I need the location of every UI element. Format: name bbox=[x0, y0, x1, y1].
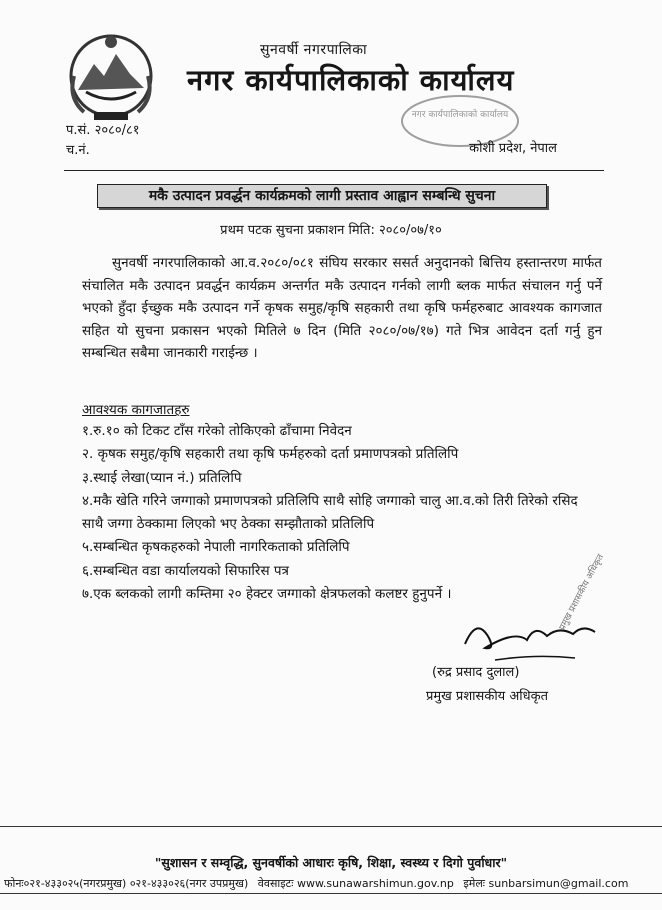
list-item: २. कृषक समुह/कृषि सहकारी तथा कृषि फर्महरुको दर्ता प्रमाणपत्रको प्रतिलिपि bbox=[82, 446, 459, 463]
footer-phone: फोनः०२१-४३३०२५(नगरप्रमुख) ०२१-४३३०२६(नगर उपप्रमुख) bbox=[4, 877, 249, 890]
signatory-title: प्रमुख प्रशासकीय अधिकृत bbox=[426, 689, 549, 704]
notice-body bbox=[82, 252, 602, 365]
list-item: १.रु.१० को टिकट टाँस गरेको तोकिएको ढाँचामा निवेदन bbox=[82, 423, 352, 439]
footer-contact bbox=[4, 876, 660, 891]
office-title: नगर कार्यपालिकाको कार्यालय bbox=[187, 63, 515, 97]
list-item: ३.स्थाई लेखा(प्यान नं.) प्रतिलिपि bbox=[82, 469, 242, 486]
municipality-name: सुनवर्षी नगरपालिका bbox=[260, 42, 368, 58]
reference-number: प.सं. २०८०/८१ bbox=[66, 123, 140, 138]
signature-stamp: प्रमुख प्रशासकीय अधिकृत bbox=[557, 552, 607, 633]
footer-email: इमेलः sunbarsimun@gmail.com bbox=[463, 877, 629, 890]
list-item: ७.एक ब्लकको लागी कम्तिमा २० हेक्टर जग्गाको क्षेत्रफलको कलष्टर हुनुपर्ने । bbox=[82, 586, 452, 603]
footer-motto: "सुशासन र सम्वृद्धि, सुनवर्षीको आधारः कृषि, शिक्षा, स्वस्थ्य र दिगो पुर्वाधार" bbox=[154, 855, 508, 870]
handwritten-signature bbox=[455, 610, 625, 670]
notice-subject: मकै उत्पादन प्रवर्द्धन कार्यक्रमको लागी प्रस्ताव आह्वान सम्बन्धि सुचना bbox=[97, 184, 547, 208]
dispatch-number: च.नं. bbox=[66, 143, 90, 158]
stamp-text: नगर कार्यपालिकाको कार्यालय bbox=[411, 110, 509, 120]
documents-list bbox=[82, 420, 602, 606]
header-divider bbox=[64, 170, 604, 171]
list-item: ६.सम्बन्धित वडा कार्यालयको सिफारिस पत्र bbox=[82, 562, 289, 579]
province-location: कोशी प्रदेश, नेपाल bbox=[469, 141, 557, 156]
list-item: ४.मकै खेति गरिने जग्गाको प्रमाणपत्रको प्रतिलिपि साथै सोहि जग्गाको चालु आ.व.को तिरी तिरेको रसिद साथै जग्गा ठेक्कामा लिएको भए ठेक्का सम्झौताको प्रतिलिपि bbox=[82, 492, 578, 533]
documents-heading: आवश्यक कागजातहरु bbox=[82, 402, 190, 418]
list-item: ५.सम्बन्धित कृषकहरुको नेपाली नागरिकताको प्रतिलिपि bbox=[82, 539, 350, 556]
notice-body-paragraph: सुनवर्षी नगरपालिकाको आ.व.२०८०/०८१ संघिय सरकार ससर्त अनुदानको बित्तिय हस्तान्तरण मार्फत संचालित मकै उत्पादन प्रवर्द्धन कार्यक्रम अन्तर्गत मकै उत्पादन गर्नको लागी ब्लक मार्फत संचालन गर्नु पर्ने भएको हुँदा ईच्छुक मकै उत्पादन गर्ने कृषक समुह/कृषि सहकारी तथा कृषि फर्महरुबाट आवश्यक कागजात सहित यो सुचना प्रकासन भएको मितिले ७ दिन (मिति २०८०/०७/१७) गते भित्र आवेदन दर्ता गर्नु हुन सम्बन्धित सबैमा जानकारी गराईन्छ । bbox=[82, 255, 602, 362]
nepal-emblem-icon bbox=[66, 28, 156, 126]
signatory-name: (रुद्र प्रसाद दुलाल) bbox=[432, 665, 520, 680]
publication-date: प्रथम पटक सुचना प्रकाशन मिति: २०८०/०७/१० bbox=[220, 223, 442, 238]
footer-website: वेवसाइटः www.sunawarshimun.gov.np bbox=[257, 877, 454, 890]
